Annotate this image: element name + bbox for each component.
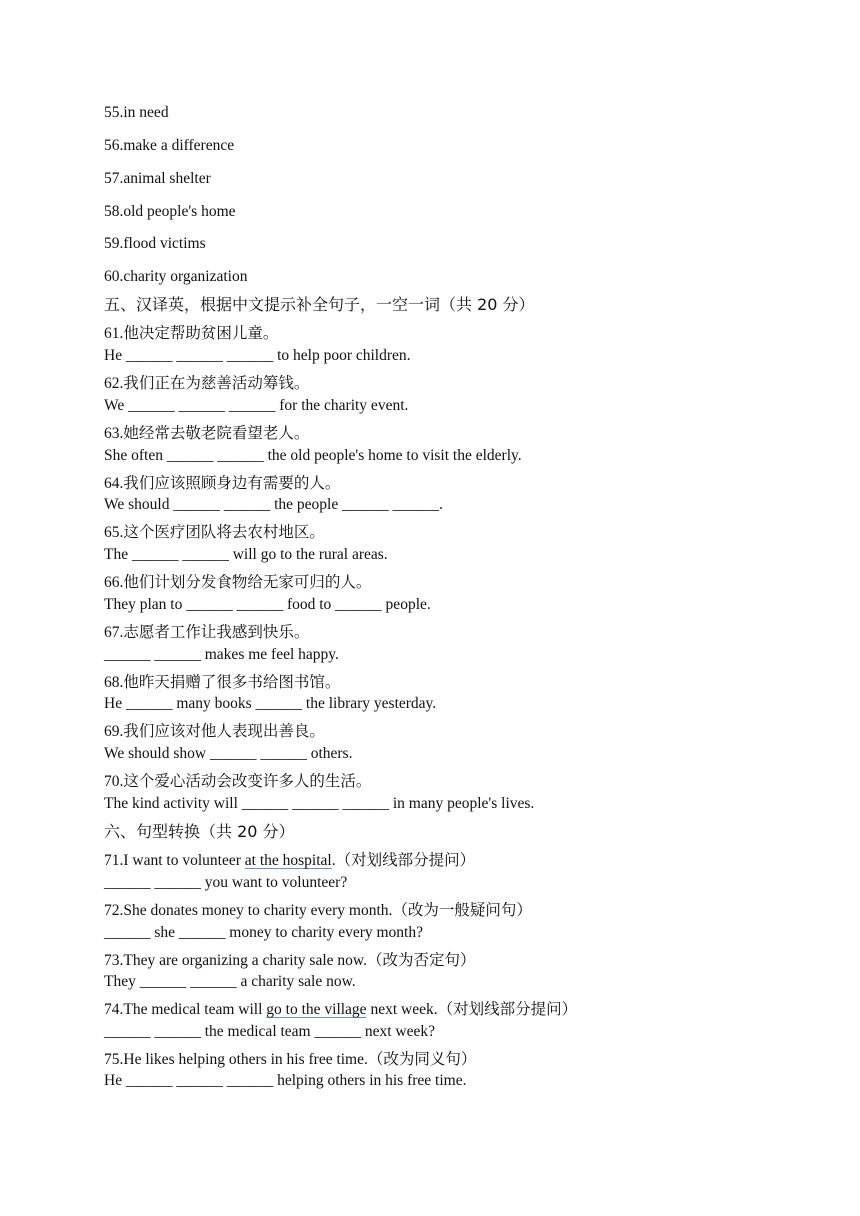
- question-68-answer: He ______ many books ______ the library yesterday.: [104, 695, 437, 712]
- question-62-prompt: 62.我们正在为慈善活动筹钱。: [104, 374, 310, 392]
- question-65-prompt: 65.这个医疗团队将去农村地区。: [104, 523, 325, 541]
- question-75-answer: He ______ ______ ______ helping others in his free time.: [104, 1072, 467, 1089]
- question-61-answer: He ______ ______ ______ to help poor children.: [104, 347, 411, 364]
- question-63-answer: She often ______ ______ the old people's home to visit the elderly.: [104, 447, 522, 464]
- question-65-answer: The ______ ______ will go to the rural areas.: [104, 546, 388, 563]
- question-71-prompt: 71.I want to volunteer at the hospital.（对划线部分提问）: [104, 851, 476, 869]
- question-73-answer: They ______ ______ a charity sale now.: [104, 973, 356, 990]
- question-71-answer: ______ ______ you want to volunteer?: [104, 874, 348, 891]
- question-73-prompt: 73.They are organizing a charity sale now.（改为否定句）: [104, 951, 476, 969]
- question-67-prompt: 67.志愿者工作让我感到快乐。: [104, 623, 310, 641]
- section-6-title: 六、句型转换（共 20 分）: [104, 822, 295, 841]
- question-69-answer: We should show ______ ______ others.: [104, 745, 353, 762]
- question-74-prompt: 74.The medical team will go to the village next week.（对划线部分提问）: [104, 1000, 578, 1018]
- question-72-prompt: 72.She donates money to charity every month.（改为一般疑问句）: [104, 901, 532, 919]
- phrase-item: 55.in need: [104, 104, 169, 121]
- question-69-prompt: 69.我们应该对他人表现出善良。: [104, 722, 325, 740]
- question-62-answer: We ______ ______ ______ for the charity event.: [104, 397, 409, 414]
- phrase-item: 56.make a difference: [104, 137, 235, 154]
- phrase-item: 60.charity organization: [104, 268, 248, 285]
- phrase-item: 58.old people's home: [104, 203, 236, 220]
- question-61-prompt: 61.他决定帮助贫困儿童。: [104, 324, 279, 342]
- question-70-answer: The kind activity will ______ ______ ______ in many people's lives.: [104, 795, 535, 812]
- question-67-answer: ______ ______ makes me feel happy.: [104, 646, 339, 663]
- question-68-prompt: 68.他昨天捐赠了很多书给图书馆。: [104, 673, 341, 691]
- question-75-prompt: 75.He likes helping others in his free time.（改为同义句）: [104, 1050, 477, 1068]
- phrase-item: 59.flood victims: [104, 235, 206, 252]
- question-63-prompt: 63.她经常去敬老院看望老人。: [104, 424, 310, 442]
- underlined-part: go to the village: [266, 1001, 367, 1018]
- question-70-prompt: 70.这个爱心活动会改变许多人的生活。: [104, 772, 372, 790]
- question-66-answer: They plan to ______ ______ food to ______ people.: [104, 596, 431, 613]
- question-72-answer: ______ she ______ money to charity every month?: [104, 924, 423, 941]
- question-74-answer: ______ ______ the medical team ______ next week?: [104, 1023, 436, 1040]
- underlined-part: at the hospital: [244, 852, 332, 869]
- question-66-prompt: 66.他们计划分发食物给无家可归的人。: [104, 573, 372, 591]
- question-64-prompt: 64.我们应该照顾身边有需要的人。: [104, 474, 341, 492]
- section-5-title: 五、汉译英，根据中文提示补全句子，一空一词（共 20 分）: [104, 295, 535, 314]
- phrase-item: 57.animal shelter: [104, 170, 211, 187]
- question-64-answer: We should ______ ______ the people ______ ______.: [104, 496, 443, 513]
